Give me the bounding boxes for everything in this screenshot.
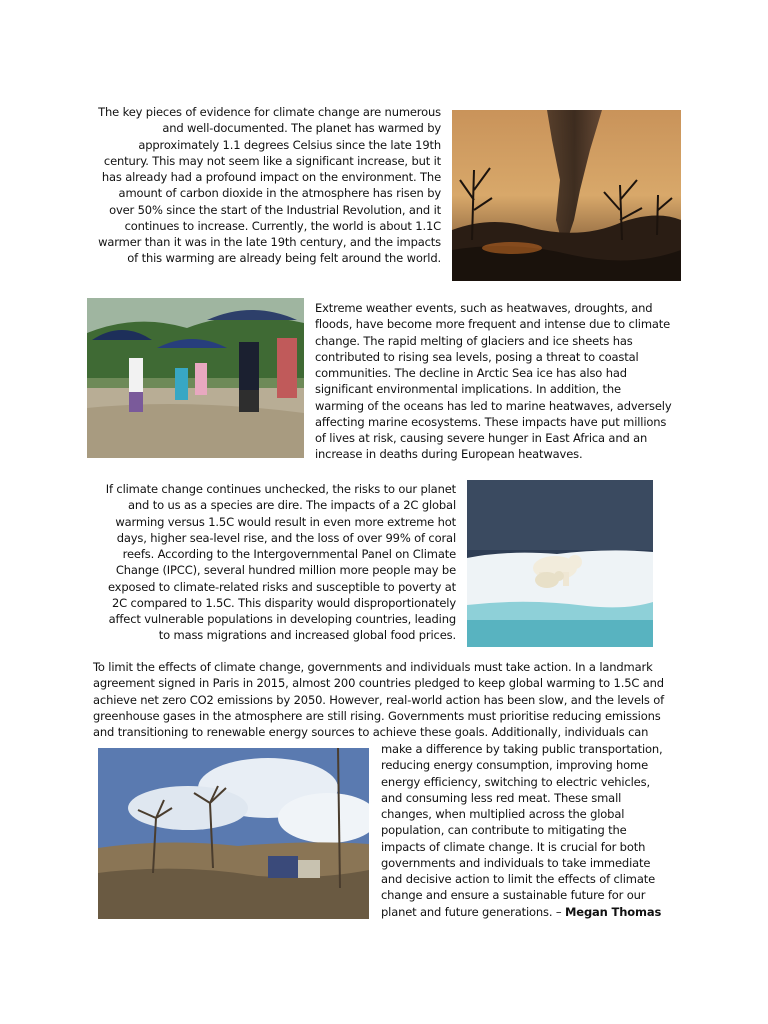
flood-umbrellas-photo <box>87 298 304 458</box>
author-name: Megan Thomas <box>565 904 662 919</box>
paragraph-action-side-text: make a difference by taking public transportation, reducing energy consumption, improving home energy efficiency, switching to electric vehicles, and consuming less red meat. These small changes, when multiplied across the global population, can contribute to mitigating the impacts of climate change. It is crucial for both governments and individuals to take immediate and decisive action to limit the effects of climate change and ensure a sustainable future for our planet and future generations. – <box>381 742 663 919</box>
polar-bears-ice-photo <box>467 480 653 647</box>
paragraph-risks: If climate change continues unchecked, the risks to our planet and to us as a species are dire. The impacts of a 2C global warming versus 1.5C would result in even more extreme hot days, higher sea-level rise, and the loss of over 99% of coral reefs. According to the Intergovernmental Panel on Climate Change (IPCC), several hundred million more people may be exposed to climate-related risks and susceptible to poverty at 2C compared to 1.5C. This disparity would disproportionately affect vulnerable populations in developing countries, leading to mass migrations and increased global food prices. <box>105 482 456 643</box>
paragraph-action: To limit the effects of climate change, governments and individuals must take action. In a landmark agreement signed in Paris in 2015, almost 200 countries pledged to keep global warming to 1.5C and achieve net zero CO2 emissions by 2050. However, real-world action has been slow, and the levels of greenhouse gases in the atmosphere are still rising. Governments must prioritise reducing emissions and transitioning to renewable energy sources to achieve these goals. Additionally, individuals can <box>93 660 665 739</box>
paragraph-action-continued <box>381 741 671 920</box>
paragraph-extreme-weather: Extreme weather events, such as heatwaves, droughts, and floods, have become more frequent and intense due to climate change. The rapid melting of glaciers and ice sheets has contributed to rising sea levels, posing a threat to coastal communities. The decline in Arctic Sea ice has also had significant environmental implications. In addition, the warming of the oceans has led to marine heatwaves, adversely affecting marine ecosystems. These impacts have put millions of lives at risk, causing severe hunger in East Africa and an increase in deaths during European heatwaves. <box>315 301 672 462</box>
paragraph-evidence: The key pieces of evidence for climate change are numerous and well-documented. The planet has warmed by approximately 1.1 degrees Celsius since the late 19th century. This may not seem like a significant increase, but it has already had a profound impact on the environment. The amount of carbon dioxide in the atmosphere has risen by over 50% since the start of the Industrial Revolution, and it continues to increase. Currently, the world is about 1.1C warmer than it was in the late 19th century, and the impacts of this warming are already being felt around the world. <box>98 105 441 266</box>
storm-devastation-photo <box>98 748 369 919</box>
wildfire-tornado-photo <box>452 110 681 281</box>
